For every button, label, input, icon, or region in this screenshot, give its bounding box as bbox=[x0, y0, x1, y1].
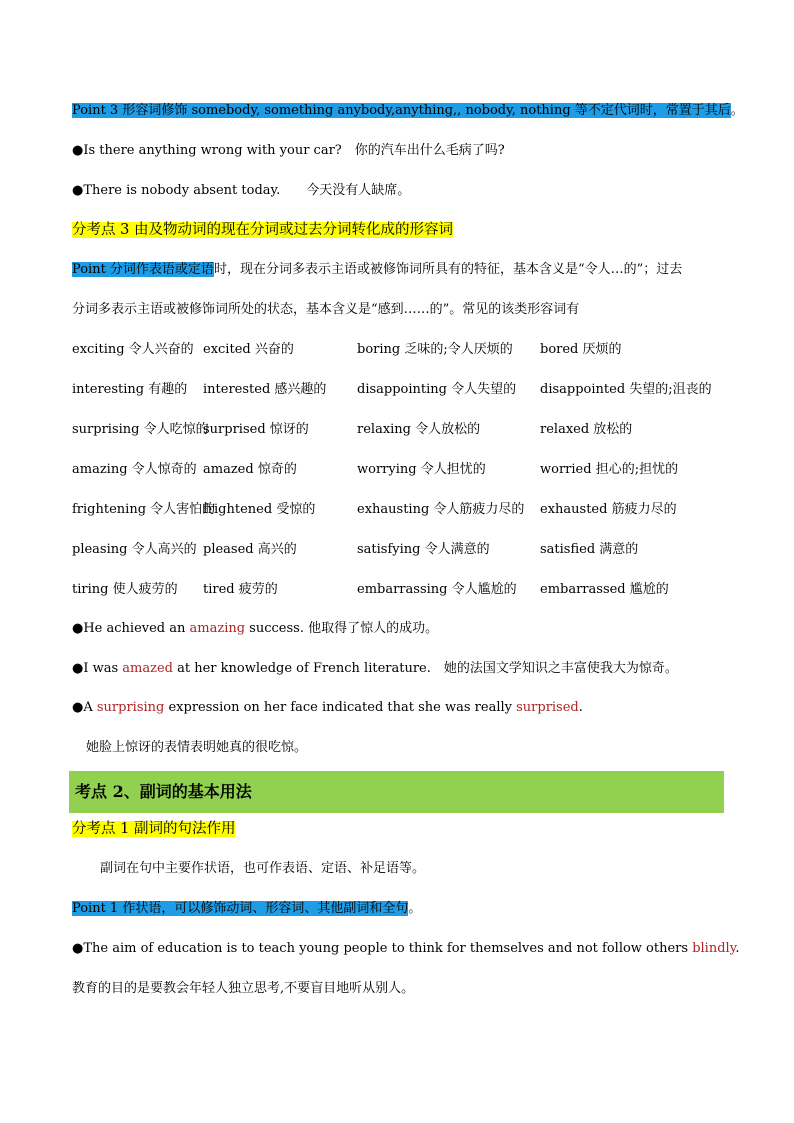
example-sentence: ●There is nobody absent today. 今天没有人缺席。 bbox=[72, 183, 411, 198]
vocab-item: pleased 高兴的 bbox=[203, 542, 297, 557]
vocab-item: tired 疲劳的 bbox=[203, 582, 278, 597]
vocab-row bbox=[72, 581, 732, 599]
example-sentence bbox=[72, 699, 583, 717]
section-heading-bar bbox=[69, 771, 724, 813]
example-translation: 教育的目的是要教会年轻人独立思考,不要盲目地听从别人。 bbox=[72, 981, 415, 996]
example-translation: 她脸上惊讶的表情表明她真的很吃惊。 bbox=[86, 740, 308, 755]
text: ●He achieved an bbox=[72, 621, 190, 636]
vocab-item: satisfying 令人满意的 bbox=[357, 542, 490, 557]
vocab-item: pleasing 令人高兴的 bbox=[72, 542, 197, 557]
vocab-item: surprising 令人吃惊的 bbox=[72, 422, 209, 437]
point-text: 时，现在分词多表示主语或被修饰词所具有的特征，基本含义是“令人…的”；过去 bbox=[213, 262, 683, 277]
highlight-word: blindly bbox=[692, 941, 736, 956]
point-end: 。 bbox=[408, 901, 422, 916]
vocab-item: amazed 惊奇的 bbox=[203, 462, 297, 477]
highlight-word: surprised bbox=[516, 700, 579, 715]
vocab-item: exhausting 令人筋疲力尽的 bbox=[357, 502, 525, 517]
highlight-word: amazed bbox=[122, 661, 173, 676]
example-sentence bbox=[72, 940, 739, 958]
vocab-item: embarrassing 令人尴尬的 bbox=[357, 582, 517, 597]
vocab-item: relaxing 令人放松的 bbox=[357, 422, 481, 437]
point3-label: Point 3 形容词修饰 somebody, something anybody,anything,, nobody, nothing bbox=[72, 103, 571, 118]
vocab-item: amazing 令人惊奇的 bbox=[72, 462, 197, 477]
point-paragraph-line1 bbox=[72, 261, 682, 279]
vocab-item: interested 感兴趣的 bbox=[203, 382, 327, 397]
vocab-row bbox=[72, 541, 732, 559]
section-heading: 考点 2、副词的基本用法 bbox=[75, 782, 252, 801]
text: . bbox=[735, 941, 740, 956]
example-sentence: ●Is there anything wrong with your car? 你的汽车出什么毛病了吗? bbox=[72, 143, 505, 158]
vocab-item: tiring 使人疲劳的 bbox=[72, 582, 178, 597]
vocab-item: embarrassed 尴尬的 bbox=[540, 582, 669, 597]
subpoint-1-heading bbox=[72, 819, 235, 839]
text: ●I was bbox=[72, 661, 123, 676]
point1-line bbox=[72, 900, 421, 918]
text: ●The aim of education is to teach young people to think for themselves and not follow others bbox=[72, 941, 693, 956]
point-label: Point 1 作状语，可以修饰动词、形容词、其他副词和全句 bbox=[72, 901, 409, 916]
text: . bbox=[578, 700, 583, 715]
vocab-item: boring 乏味的;令人厌烦的 bbox=[357, 342, 513, 357]
vocab-item: exhausted 筋疲力尽的 bbox=[540, 502, 677, 517]
text: success. 他取得了惊人的成功。 bbox=[245, 621, 439, 636]
vocab-item: interesting 有趣的 bbox=[72, 382, 188, 397]
vocab-item: worried 担心的;担忧的 bbox=[540, 462, 679, 477]
vocab-item: satisfied 满意的 bbox=[540, 542, 639, 557]
highlight-word: surprising bbox=[96, 700, 165, 715]
vocab-row bbox=[72, 381, 732, 399]
vocab-item: surprised 惊讶的 bbox=[203, 422, 309, 437]
example-sentence bbox=[72, 620, 438, 638]
subpoint-text: 由及物动词的现在分词或过去分词转化成的形容词 bbox=[133, 222, 453, 238]
point-paragraph-line2: 分词多表示主语或被修饰词所处的状态，基本含义是“感到……的”。常见的该类形容词有 bbox=[72, 302, 580, 317]
highlight-word: amazing bbox=[189, 621, 246, 636]
vocab-item: disappointing 令人失望的 bbox=[357, 382, 517, 397]
vocab-row bbox=[72, 341, 732, 359]
point3-line bbox=[72, 102, 744, 120]
vocab-item: disappointed 失望的;沮丧的 bbox=[540, 382, 712, 397]
point3-end: 。 bbox=[730, 103, 744, 118]
example-sentence bbox=[72, 660, 678, 678]
vocab-row bbox=[72, 421, 732, 439]
vocab-item: bored 厌烦的 bbox=[540, 342, 622, 357]
vocab-item: exciting 令人兴奋的 bbox=[72, 342, 194, 357]
vocab-row bbox=[72, 501, 732, 519]
vocab-item: frightened 受惊的 bbox=[203, 502, 316, 517]
subpoint-prefix: 分考点 3 bbox=[72, 222, 134, 238]
text: ●A bbox=[72, 700, 97, 715]
vocab-row bbox=[72, 461, 732, 479]
subpoint-text: 分考点 1 副词的句法作用 bbox=[72, 821, 236, 837]
vocab-item: excited 兴奋的 bbox=[203, 342, 294, 357]
point3-rest: 等不定代词时，常置于其后 bbox=[570, 103, 731, 118]
vocab-item: worrying 令人担忧的 bbox=[357, 462, 486, 477]
subpoint-3-heading bbox=[72, 220, 453, 240]
vocab-item: frightening 令人害怕的 bbox=[72, 502, 216, 517]
text: expression on her face indicated that she was really bbox=[164, 700, 517, 715]
text: at her knowledge of French literature. 她的法国文学知识之丰富使我大为惊奇。 bbox=[173, 661, 678, 676]
vocab-item: relaxed 放松的 bbox=[540, 422, 633, 437]
adverb-intro: 副词在句中主要作状语，也可作表语、定语、补足语等。 bbox=[100, 861, 426, 876]
point-label: Point 分词作表语或定语 bbox=[72, 262, 214, 277]
